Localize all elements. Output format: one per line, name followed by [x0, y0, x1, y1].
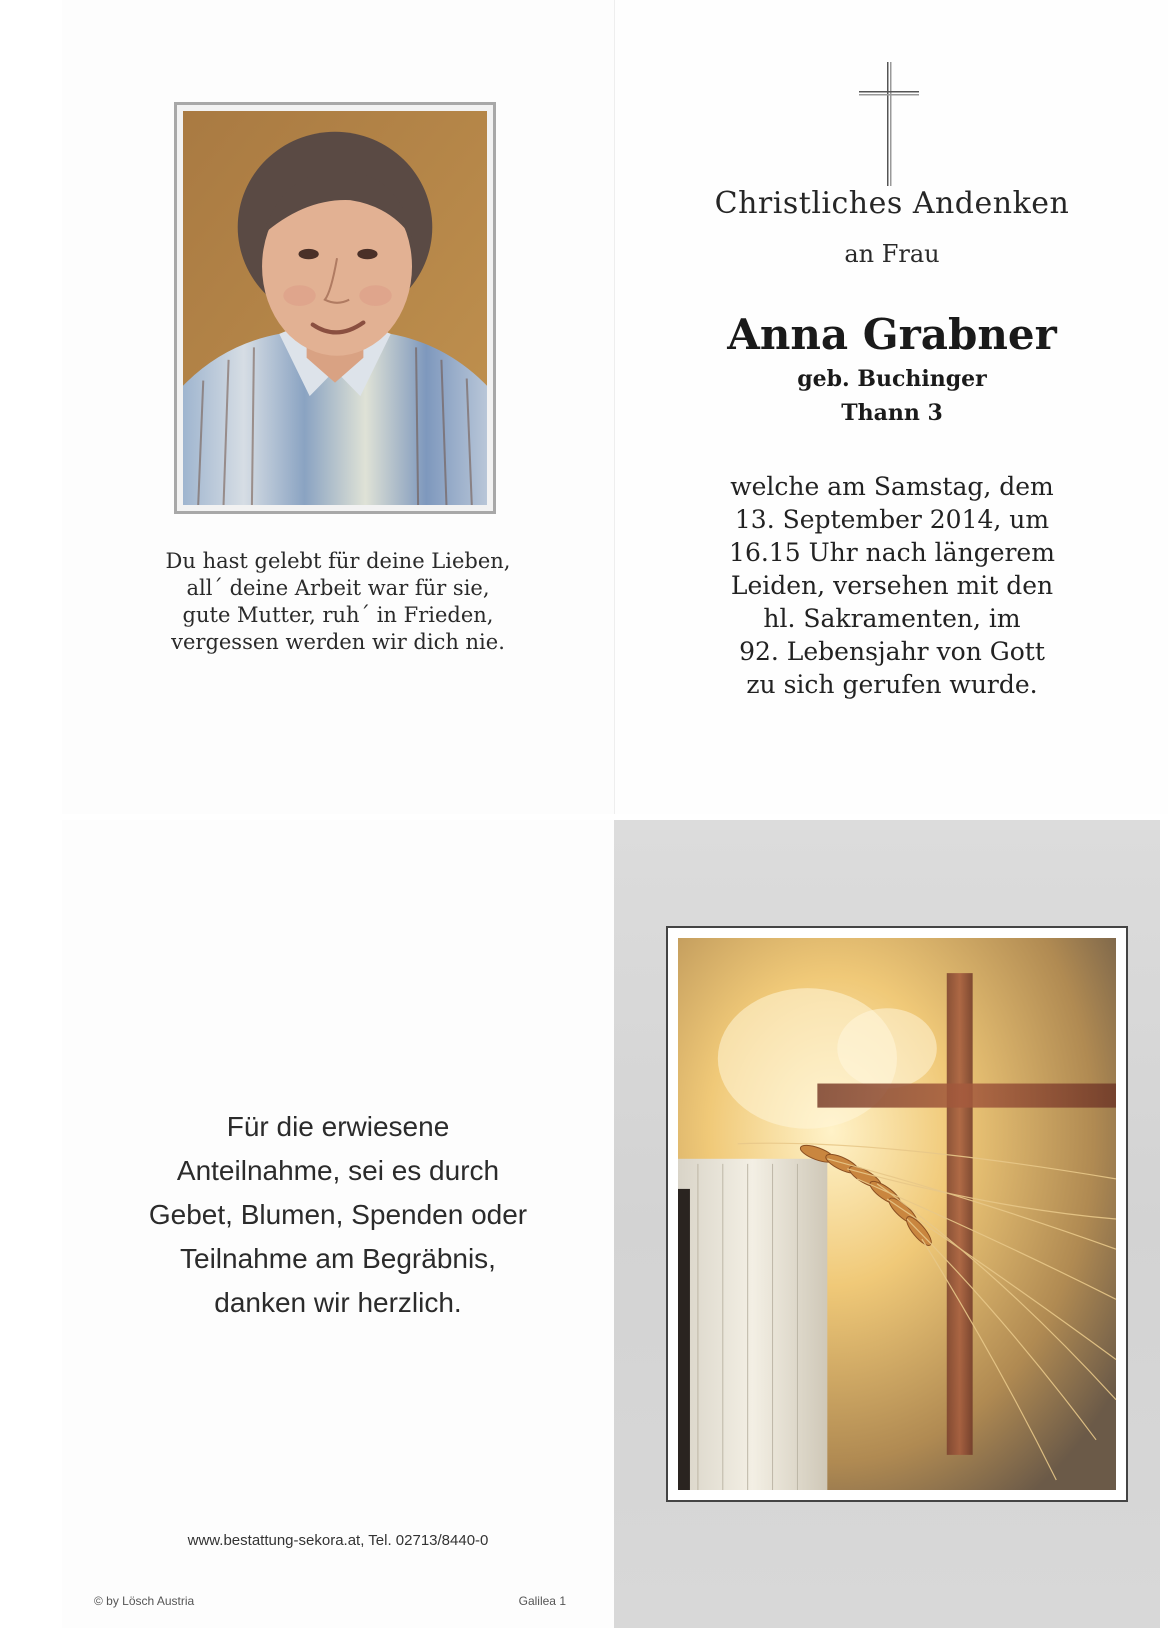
notice-line: Leiden, versehen mit den [730, 571, 1054, 600]
verse-line: all´ deine Arbeit war für sie, [186, 576, 490, 600]
funeral-home-contact: www.bestattung-sekora.at, Tel. 02713/8440-0 [187, 1532, 489, 1549]
portrait-frame [174, 102, 496, 514]
memorial-heading: Christliches Andenken [714, 186, 1070, 221]
notice-line: 16.15 Uhr nach längerem [729, 538, 1055, 567]
death-notice-text [655, 470, 1129, 701]
verse-line: gute Mutter, ruh´ in Frieden, [182, 603, 494, 627]
verse-line: Du hast gelebt für deine Lieben, [165, 549, 511, 573]
back-left-panel [62, 820, 614, 1628]
copyright-notice: © by Lösch Austria [94, 1594, 195, 1608]
verse-line: vergessen werden wir dich nie. [171, 630, 505, 654]
notice-line: hl. Sakramenten, im [763, 604, 1021, 633]
cross-icon [859, 62, 919, 192]
notice-line: 92. Lebensjahr von Gott [739, 637, 1045, 666]
thanks-text [82, 1105, 594, 1325]
notice-line: zu sich gerufen wurde. [746, 670, 1038, 699]
notice-line: 13. September 2014, um [734, 505, 1050, 534]
front-right-panel [614, 0, 1168, 814]
thanks-line: danken wir herzlich. [214, 1287, 462, 1318]
maiden-name: geb. Buchinger [797, 366, 987, 392]
portrait-photo [183, 111, 487, 505]
card-model-label: Galilea 1 [518, 1594, 566, 1608]
picture-frame [666, 926, 1128, 1502]
notice-line: welche am Samstag, dem [730, 472, 1054, 501]
address: Thann 3 [841, 400, 943, 426]
back-right-panel [614, 820, 1160, 1628]
deceased-name: Anna Grabner [727, 310, 1057, 359]
thanks-line: Gebet, Blumen, Spenden oder [148, 1199, 528, 1230]
thanks-line: Anteilnahme, sei es durch [176, 1155, 500, 1186]
cross-book-wheat-photo [678, 938, 1116, 1490]
thanks-line: Teilnahme am Begräbnis, [180, 1243, 496, 1274]
front-left-panel [62, 0, 614, 814]
memorial-subheading: an Frau [844, 240, 940, 268]
thanks-line: Für die erwiesene [226, 1111, 450, 1142]
memorial-verse [122, 548, 554, 656]
